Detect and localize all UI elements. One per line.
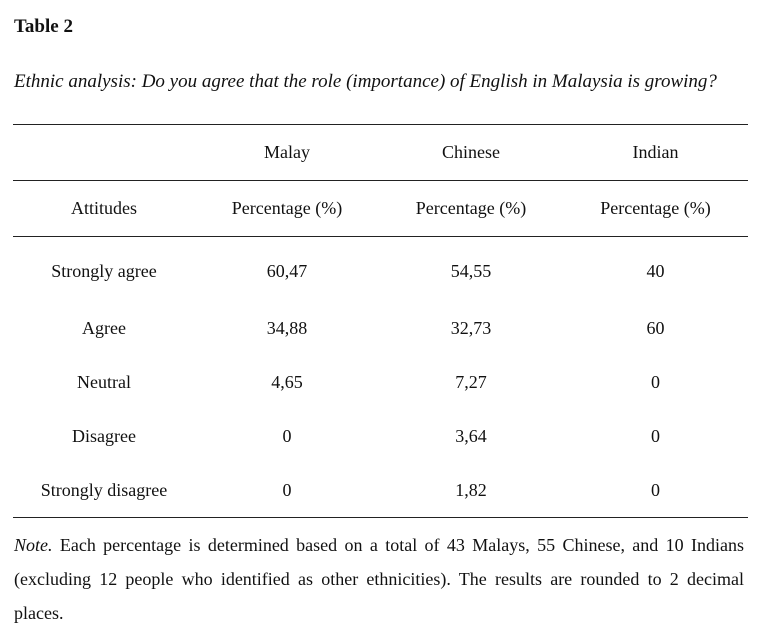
table-row — [13, 355, 748, 409]
group-header-empty — [13, 125, 195, 181]
note-text: Each percentage is determined based on a total of 43 Malays, 55 Chinese, and 10 Indians (excluding 12 people who identified as other ethnicities). The results are rounded to 2 decimal places. — [14, 535, 744, 623]
sub-header-chinese-percentage: Percentage (%) — [379, 181, 563, 237]
malay-cell: 0 — [282, 425, 292, 446]
sub-header-attitudes: Attitudes — [13, 181, 195, 237]
indian-cell: 0 — [651, 425, 660, 446]
attitude-cell: Disagree — [72, 425, 136, 446]
attitude-cell: Agree — [82, 317, 126, 338]
malay-cell: 4,65 — [271, 371, 303, 392]
chinese-cell: 32,73 — [450, 317, 492, 338]
table-row — [13, 463, 748, 518]
chinese-cell: 3,64 — [455, 425, 487, 446]
group-header-chinese: Chinese — [379, 125, 563, 181]
chinese-cell: 7,27 — [455, 371, 487, 392]
table-row — [13, 409, 748, 463]
indian-cell: 60 — [646, 317, 665, 338]
table-note — [14, 528, 744, 630]
chinese-cell: 54,55 — [450, 260, 492, 281]
group-header-indian: Indian — [563, 125, 748, 181]
chinese-cell: 1,82 — [379, 463, 563, 518]
table-label: Table 2 — [14, 16, 73, 37]
sub-header-indian-percentage: Percentage (%) — [563, 181, 748, 237]
attitude-cell: Neutral — [77, 371, 131, 392]
malay-cell: 60,47 — [266, 260, 308, 281]
note-label: Note. — [14, 535, 53, 555]
table-title: Ethnic analysis: Do you agree that the role (importance) of English in Malaysia is growing? — [14, 71, 717, 92]
attitude-cell: Strongly disagree — [13, 463, 195, 518]
table-row — [13, 237, 748, 302]
indian-cell: 0 — [563, 463, 748, 518]
malay-cell: 34,88 — [266, 317, 308, 338]
column-group-header-row — [13, 125, 748, 181]
indian-cell: 40 — [646, 260, 665, 281]
column-sub-header-row — [13, 181, 748, 237]
ethnic-analysis-table — [13, 124, 748, 518]
group-header-malay: Malay — [195, 125, 379, 181]
malay-cell: 0 — [195, 463, 379, 518]
indian-cell: 0 — [651, 371, 660, 392]
sub-header-malay-percentage: Percentage (%) — [195, 181, 379, 237]
table-row — [13, 301, 748, 355]
attitude-cell: Strongly agree — [51, 260, 157, 281]
